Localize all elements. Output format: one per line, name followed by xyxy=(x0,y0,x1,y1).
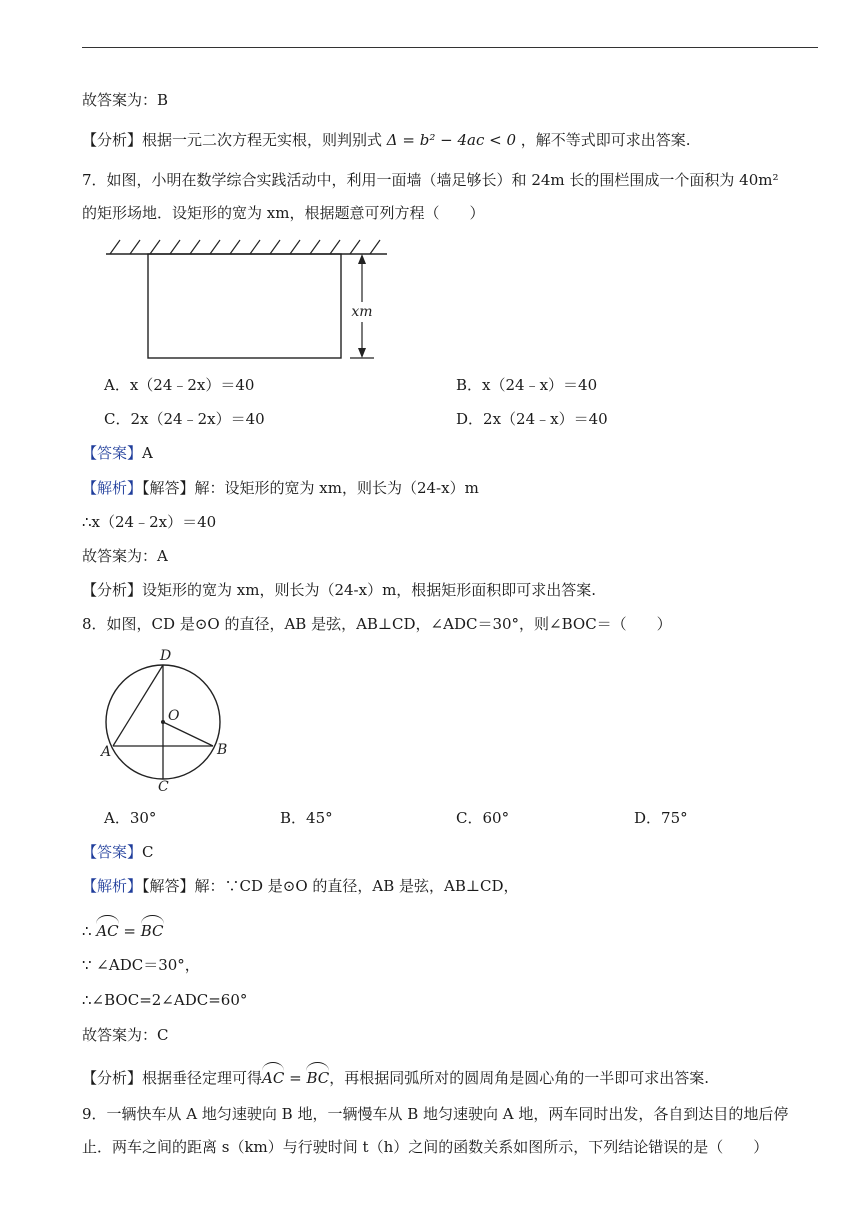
prev-analysis: 【分析】根据一元二次方程无实根，则判别式 Δ = b² − 4ac < 0 ，解不等式即可求出答案. xyxy=(82,131,691,149)
label-o: O xyxy=(168,708,180,724)
q8-figure xyxy=(98,644,238,794)
q7-option-c: C．2x（24﹣2x）＝40 xyxy=(104,410,265,428)
q7-solution: 【解析】【解答】解：设矩形的宽为 xm，则长为（24-x）m xyxy=(82,479,479,497)
label-b: B xyxy=(217,742,228,758)
rectangle-field xyxy=(148,254,341,358)
arc-bc-analysis: BC xyxy=(306,1065,329,1088)
arc-bc: BC xyxy=(141,918,164,941)
label-d: D xyxy=(160,648,172,664)
header-rule xyxy=(82,47,818,48)
q8-analysis: 【分析】根据垂径定理可得AC = BC，再根据同弧所对的圆周角是圆心角的一半即可求出答案. xyxy=(82,1065,709,1088)
q9-stem-line2: 止．两车之间的距离 s（km）与行驶时间 t（h）之间的函数关系如图所示，下列结论错误的是（ ） xyxy=(82,1138,769,1156)
arc-ac: AC xyxy=(96,918,118,941)
label-a: A xyxy=(101,744,112,760)
prev-answer: 故答案为：B xyxy=(82,91,169,109)
width-label: xm xyxy=(351,304,373,320)
label-c: C xyxy=(158,779,169,794)
q8-option-b: B．45° xyxy=(280,809,333,827)
q8-step1: ∴ AC = BC xyxy=(82,918,164,941)
arc-ac-analysis: AC xyxy=(262,1065,284,1088)
q7-stem-line2: 的矩形场地．设矩形的宽为 xm，根据题意可列方程（ ） xyxy=(82,204,485,222)
q7-answer: 【答案】A xyxy=(82,444,153,462)
q7-option-a: A．x（24﹣2x）＝40 xyxy=(104,376,255,394)
discriminant-formula: Δ = b² − 4ac < 0 xyxy=(386,131,516,149)
q8-option-c: C．60° xyxy=(456,809,510,827)
q7-option-d: D．2x（24﹣x）＝40 xyxy=(456,410,608,428)
wall-hatching xyxy=(110,240,380,254)
q7-final: 故答案为：A xyxy=(82,547,168,565)
q8-final: 故答案为：C xyxy=(82,1026,169,1044)
q8-answer: 【答案】C xyxy=(82,843,154,861)
q8-step2: ∵ ∠ADC＝30°， xyxy=(82,956,200,974)
q7-option-b: B．x（24﹣x）＝40 xyxy=(456,376,598,394)
q8-solution: 【解析】【解答】解：∵CD 是⊙O 的直径，AB 是弦，AB⊥CD， xyxy=(82,877,519,895)
q8-option-a: A．30° xyxy=(104,809,157,827)
q8-stem: 8．如图，CD 是⊙O 的直径，AB 是弦，AB⊥CD，∠ADC＝30°，则∠BOC＝（ ） xyxy=(82,615,672,633)
q7-step1: ∴x（24﹣2x）＝40 xyxy=(82,513,217,531)
q7-analysis: 【分析】设矩形的宽为 xm，则长为（24-x）m，根据矩形面积即可求出答案. xyxy=(82,581,597,599)
q8-option-d: D．75° xyxy=(634,809,688,827)
q7-figure xyxy=(100,234,400,364)
q9-stem-line1: 9．一辆快车从 A 地匀速驶向 B 地，一辆慢车从 B 地匀速驶向 A 地，两车同时出发，各自到达目的地后停 xyxy=(82,1105,789,1123)
q7-stem-line1: 7．如图，小明在数学综合实践活动中，利用一面墙（墙足够长）和 24m 长的围栏围成一个面积为 40m² xyxy=(82,171,779,189)
q8-step3: ∴∠BOC=2∠ADC=60° xyxy=(82,991,248,1009)
